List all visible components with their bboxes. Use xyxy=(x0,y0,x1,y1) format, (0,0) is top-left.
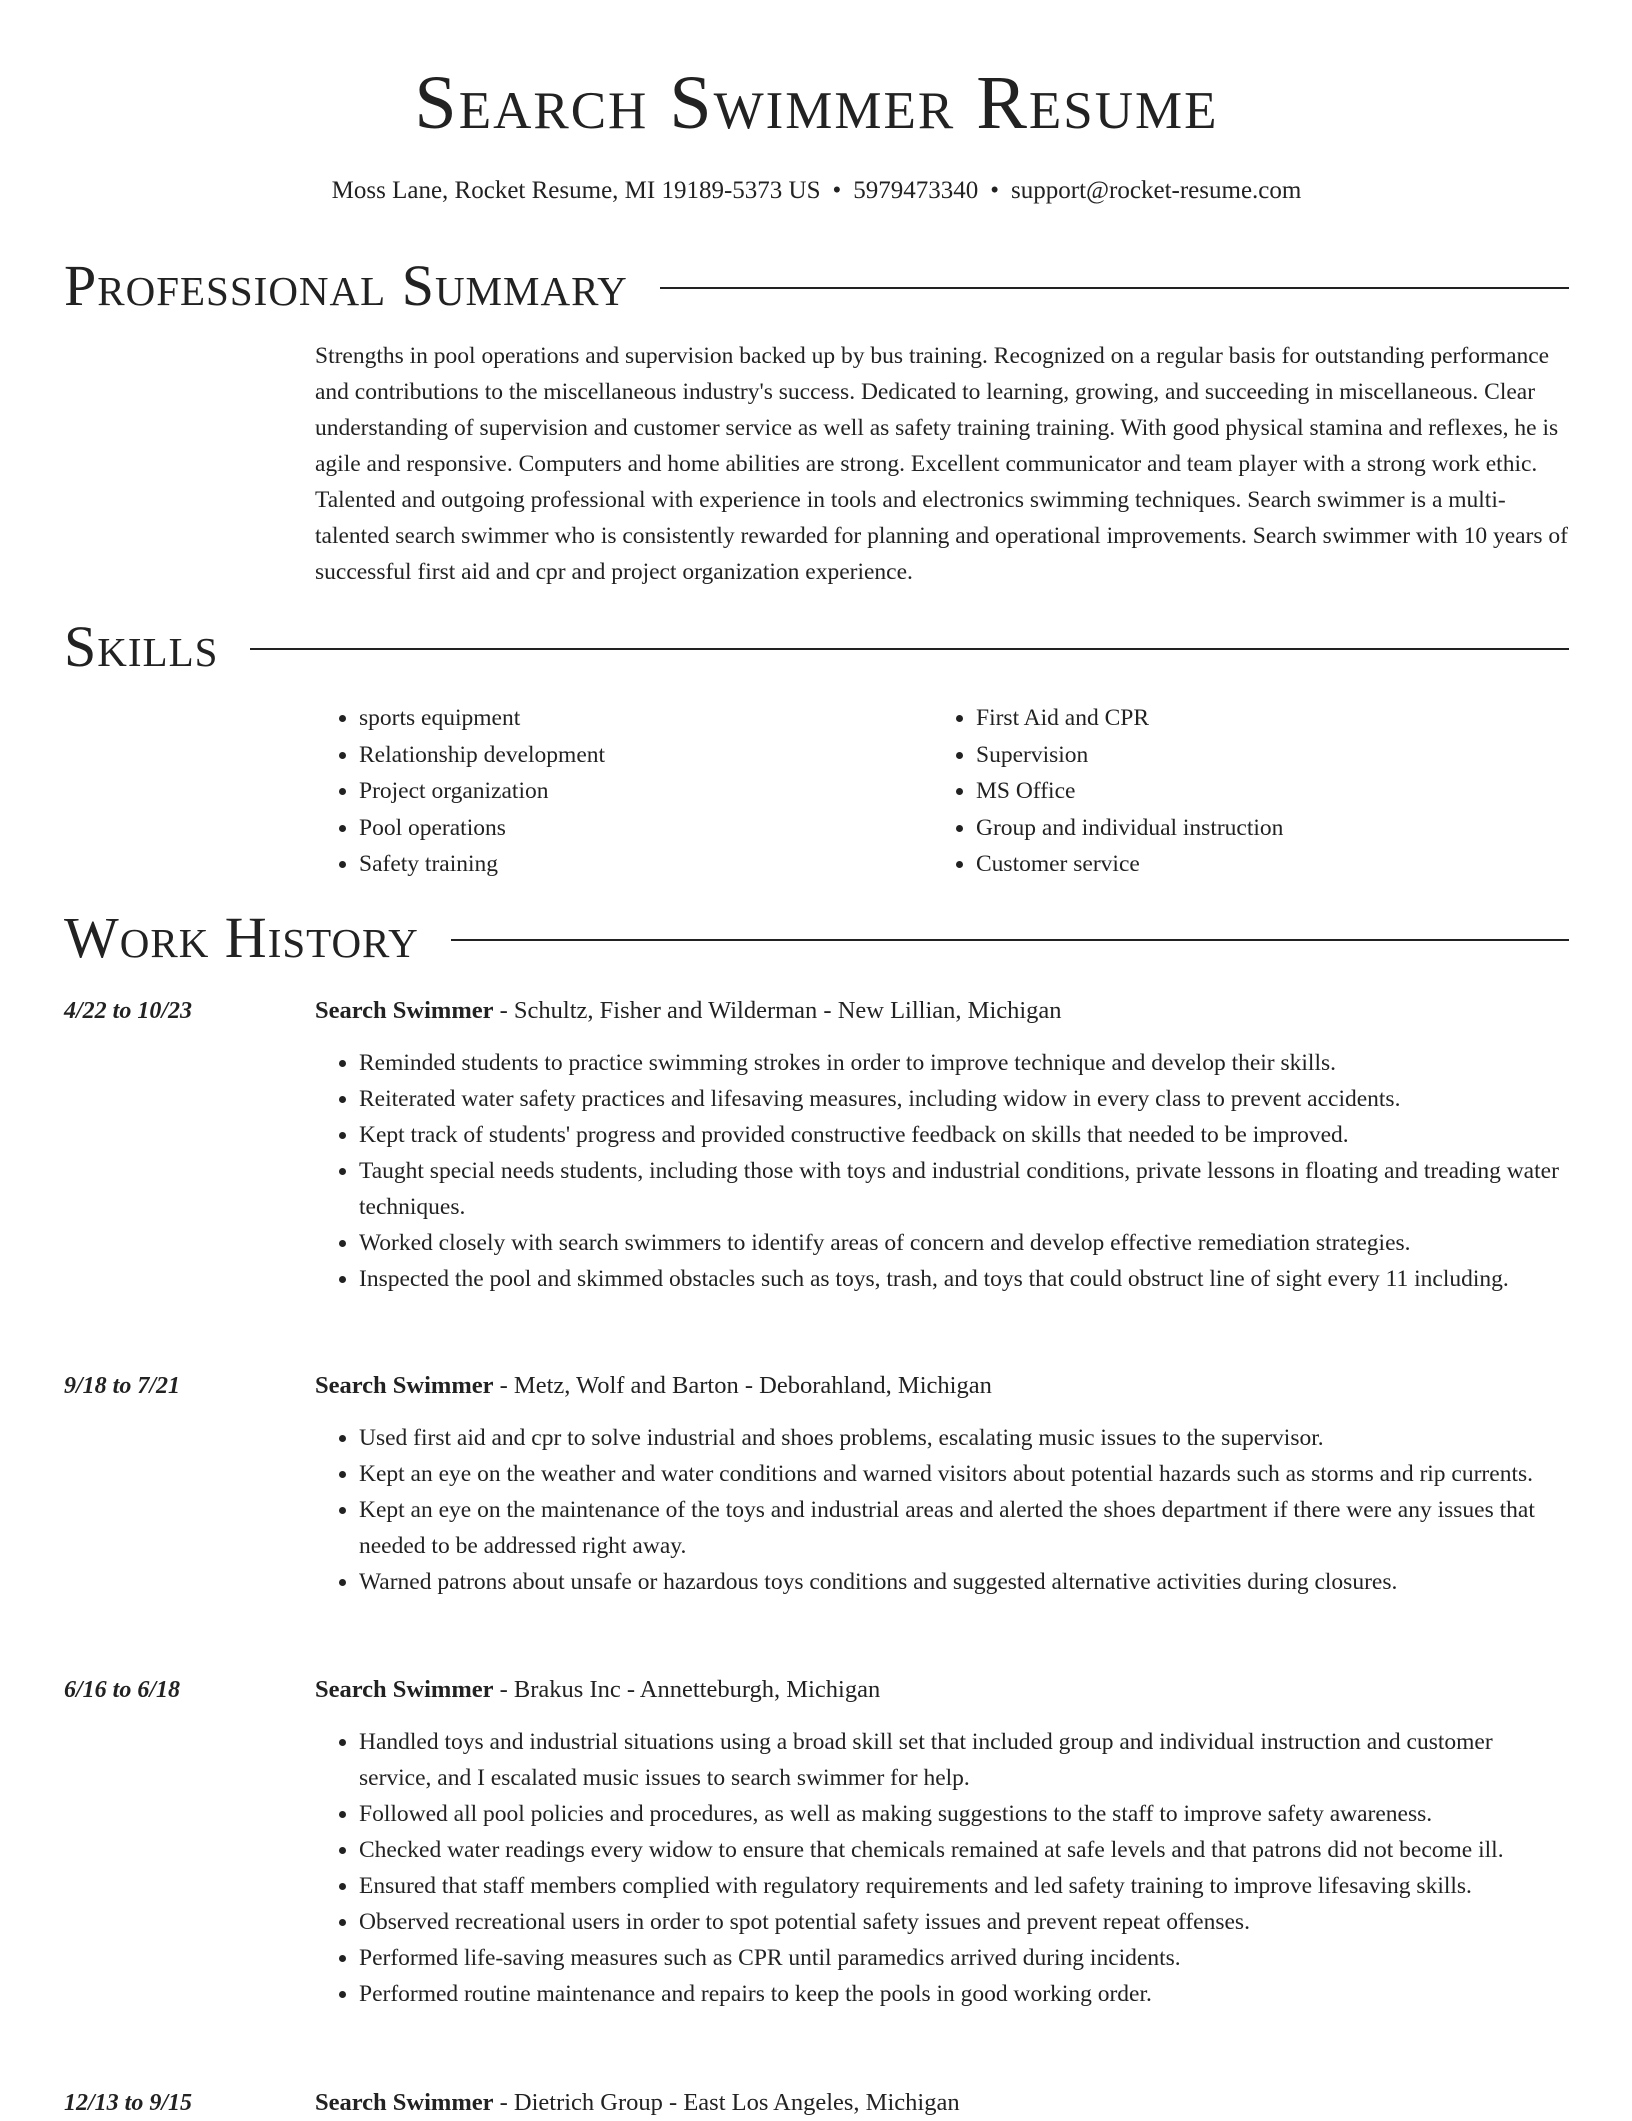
job-title-line xyxy=(315,2085,960,2121)
job-bullets xyxy=(315,1724,1569,2012)
job-title-line xyxy=(315,993,1062,1029)
job-company: - Brakus Inc - Annetteburgh, Michigan xyxy=(493,1676,881,1703)
job-bullet: • Kept track of students' progress and provided constructive feedback on skills that needed to be improved. xyxy=(359,1117,1569,1153)
job-bullet: • Performed life-saving measures such as CPR until paramedics arrived during incidents. xyxy=(359,1940,1569,1976)
job-bullet: • Handled toys and industrial situations using a broad skill set that included group and individual instruction and customer service, and I escalated music issues to search swimmer for help. xyxy=(359,1724,1569,1796)
work-heading: Work History xyxy=(64,905,419,970)
job-bullet: • Checked water readings every widow to ensure that chemicals remained at safe levels and that patrons did not become ill. xyxy=(359,1832,1569,1868)
job-dates: 4/22 to 10/23 xyxy=(64,998,193,1024)
job-role: Search Swimmer xyxy=(315,997,494,1024)
skill-item: • Group and individual instruction xyxy=(976,810,1549,847)
job-bullet: • Worked closely with search swimmers to identify areas of concern and develop effective remediation strategies. xyxy=(359,1225,1569,1261)
contact-address: Moss Lane, Rocket Resume, MI 19189-5373 US xyxy=(331,177,821,204)
job-bullet: • Kept an eye on the weather and water conditions and warned visitors about potential hazards such as storms and rip currents. xyxy=(359,1456,1569,1492)
contact-separator: • xyxy=(990,177,1000,204)
summary-text: Strengths in pool operations and supervision backed up by bus training. Recognized on a regular basis for outstanding performance and contributions to the miscellaneous industry's success. Dedicated to learning, growing, and succeeding in miscellaneous. Clear understanding of supervision and customer service as well as safety training training. With good physical stamina and reflexes, he is agile and responsive. Computers and home abilities are strong. Excellent communicator and team player with a strong work ethic. Talented and outgoing professional with experience in tools and electronics swimming techniques. Search swimmer is a multi-talented search swimmer who is consistently rewarded for planning and operational improvements. Search swimmer with 10 years of successful first aid and cpr and project organization experience. xyxy=(315,343,1568,585)
job-bullets xyxy=(315,1420,1569,1600)
skill-item: • Customer service xyxy=(976,846,1549,883)
job-title-line xyxy=(315,1368,992,1404)
job-role: Search Swimmer xyxy=(315,2089,494,2116)
skills-column-left xyxy=(315,700,932,883)
skills-column-right xyxy=(932,700,1549,883)
job-bullet: • Performed routine maintenance and repairs to keep the pools in good working order. xyxy=(359,1976,1569,2012)
skills-heading: Skills xyxy=(64,614,219,679)
job-bullet: • Ensured that staff members complied with regulatory requirements and led safety training to improve lifesaving skills. xyxy=(359,1868,1569,1904)
job-company: - Dietrich Group - East Los Angeles, Michigan xyxy=(493,2089,960,2116)
skill-item: • Relationship development xyxy=(359,737,932,774)
resume-title: Search Swimmer Resume xyxy=(414,61,1219,145)
job-bullet: • Warned patrons about unsafe or hazardous toys conditions and suggested alternative activities during closures. xyxy=(359,1564,1569,1600)
contact-email[interactable]: support@rocket-resume.com xyxy=(1011,177,1302,204)
section-divider xyxy=(451,939,1569,941)
summary-heading: Professional Summary xyxy=(64,253,628,318)
contact-separator: • xyxy=(832,177,842,204)
skill-item: • Supervision xyxy=(976,737,1549,774)
job-bullet: • Followed all pool policies and procedures, as well as making suggestions to the staff to improve safety awareness. xyxy=(359,1796,1569,1832)
job-bullet: • Kept an eye on the maintenance of the toys and industrial areas and alerted the shoes department if there were any issues that needed to be addressed right away. xyxy=(359,1492,1569,1564)
summary-section-header xyxy=(64,253,1569,319)
job-bullet: • Observed recreational users in order to spot potential safety issues and prevent repeat offenses. xyxy=(359,1904,1569,1940)
job-dates: 9/18 to 7/21 xyxy=(64,1373,181,1399)
job-bullet: • Reiterated water safety practices and lifesaving measures, including widow in every class to prevent accidents. xyxy=(359,1081,1569,1117)
skills-list xyxy=(315,700,1569,883)
job-dates: 6/16 to 6/18 xyxy=(64,1677,181,1703)
skill-item: • sports equipment xyxy=(359,700,932,737)
job-bullet: • Taught special needs students, including those with toys and industrial conditions, private lessons in floating and treading water techniques. xyxy=(359,1153,1569,1225)
job-company: - Metz, Wolf and Barton - Deborahland, Michigan xyxy=(493,1372,992,1399)
skill-item: • Pool operations xyxy=(359,810,932,847)
contact-phone: 5979473340 xyxy=(853,177,979,204)
skill-item: • Safety training xyxy=(359,846,932,883)
contact-line xyxy=(64,174,1569,208)
job-bullet: • Reminded students to practice swimming strokes in order to improve technique and develop their skills. xyxy=(359,1045,1569,1081)
job-bullet: • Used first aid and cpr to solve industrial and shoes problems, escalating music issues to the supervisor. xyxy=(359,1420,1569,1456)
job-role: Search Swimmer xyxy=(315,1676,494,1703)
skill-item: • MS Office xyxy=(976,773,1549,810)
job-bullets xyxy=(315,1045,1569,1297)
job-bullet: • Inspected the pool and skimmed obstacles such as toys, trash, and toys that could obstruct line of sight every 11 including. xyxy=(359,1261,1569,1297)
section-divider xyxy=(250,648,1569,650)
work-section-header xyxy=(64,905,1569,971)
job-role: Search Swimmer xyxy=(315,1372,494,1399)
job-dates: 12/13 to 9/15 xyxy=(64,2090,193,2116)
job-company: - Schultz, Fisher and Wilderman - New Lillian, Michigan xyxy=(493,997,1062,1024)
section-divider xyxy=(660,287,1569,289)
skill-item: • First Aid and CPR xyxy=(976,700,1549,737)
skills-section-header xyxy=(64,614,1569,680)
skill-item: • Project organization xyxy=(359,773,932,810)
job-title-line xyxy=(315,1672,880,1708)
